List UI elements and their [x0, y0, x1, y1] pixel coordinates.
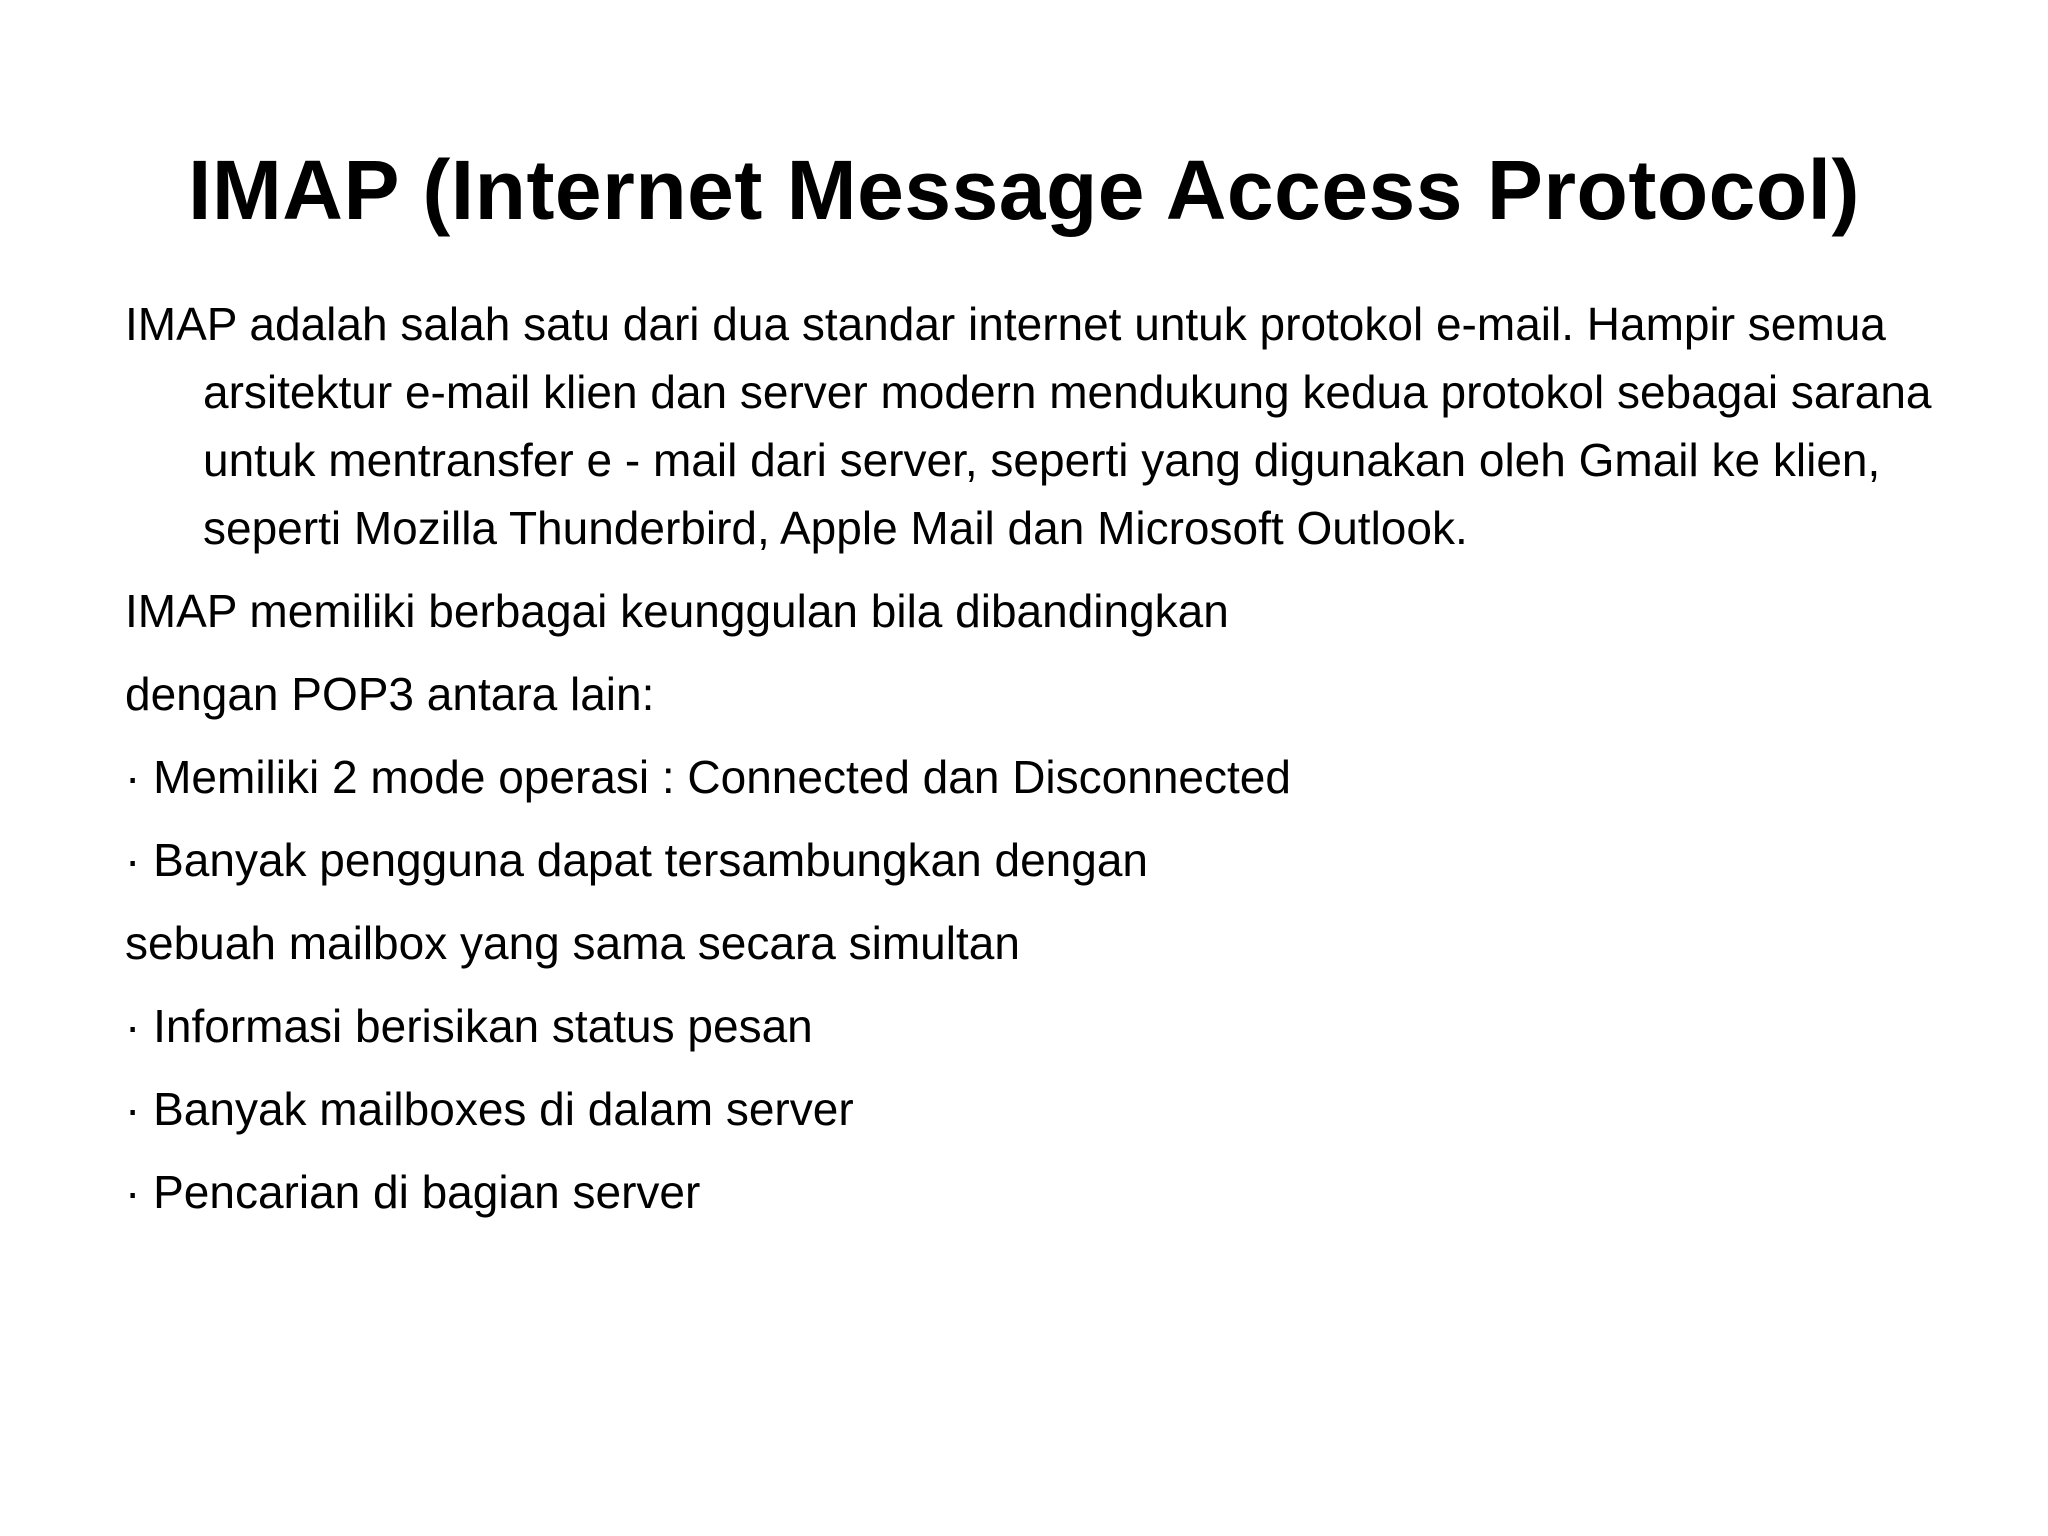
- bullet-item-mailboxes: · Banyak mailboxes di dalam server: [125, 1083, 854, 1135]
- bullet-item-status: · Informasi berisikan status pesan: [125, 1000, 813, 1052]
- bullet-item-modes: · Memiliki 2 mode operasi : Connected dan Disconnected: [125, 751, 1291, 803]
- body-line-1: IMAP memiliki berbagai keunggulan bila dibandingkan: [125, 585, 1229, 637]
- bullet-item-search: · Pencarian di bagian server: [125, 1166, 701, 1218]
- bullet-item-multiuser: · Banyak pengguna dapat tersambungkan dengan: [125, 834, 1149, 886]
- body-line-continuation: sebuah mailbox yang sama secara simultan: [125, 917, 1020, 969]
- slide-body: [125, 290, 1945, 1226]
- slide-title: IMAP (Internet Message Access Protocol): [188, 143, 1860, 237]
- intro-paragraph: IMAP adalah salah satu dari dua standar internet untuk protokol e-mail. Hampir semua arsitektur e-mail klien dan server modern mendukung kedua protokol sebagai sarana untuk mentransfer e - mail dari server, seperti yang digunakan oleh Gmail ke klien, seperti Mozilla Thunderbird, Apple Mail dan Microsoft Outlook.: [125, 298, 1932, 554]
- body-line-2: dengan POP3 antara lain:: [125, 668, 655, 720]
